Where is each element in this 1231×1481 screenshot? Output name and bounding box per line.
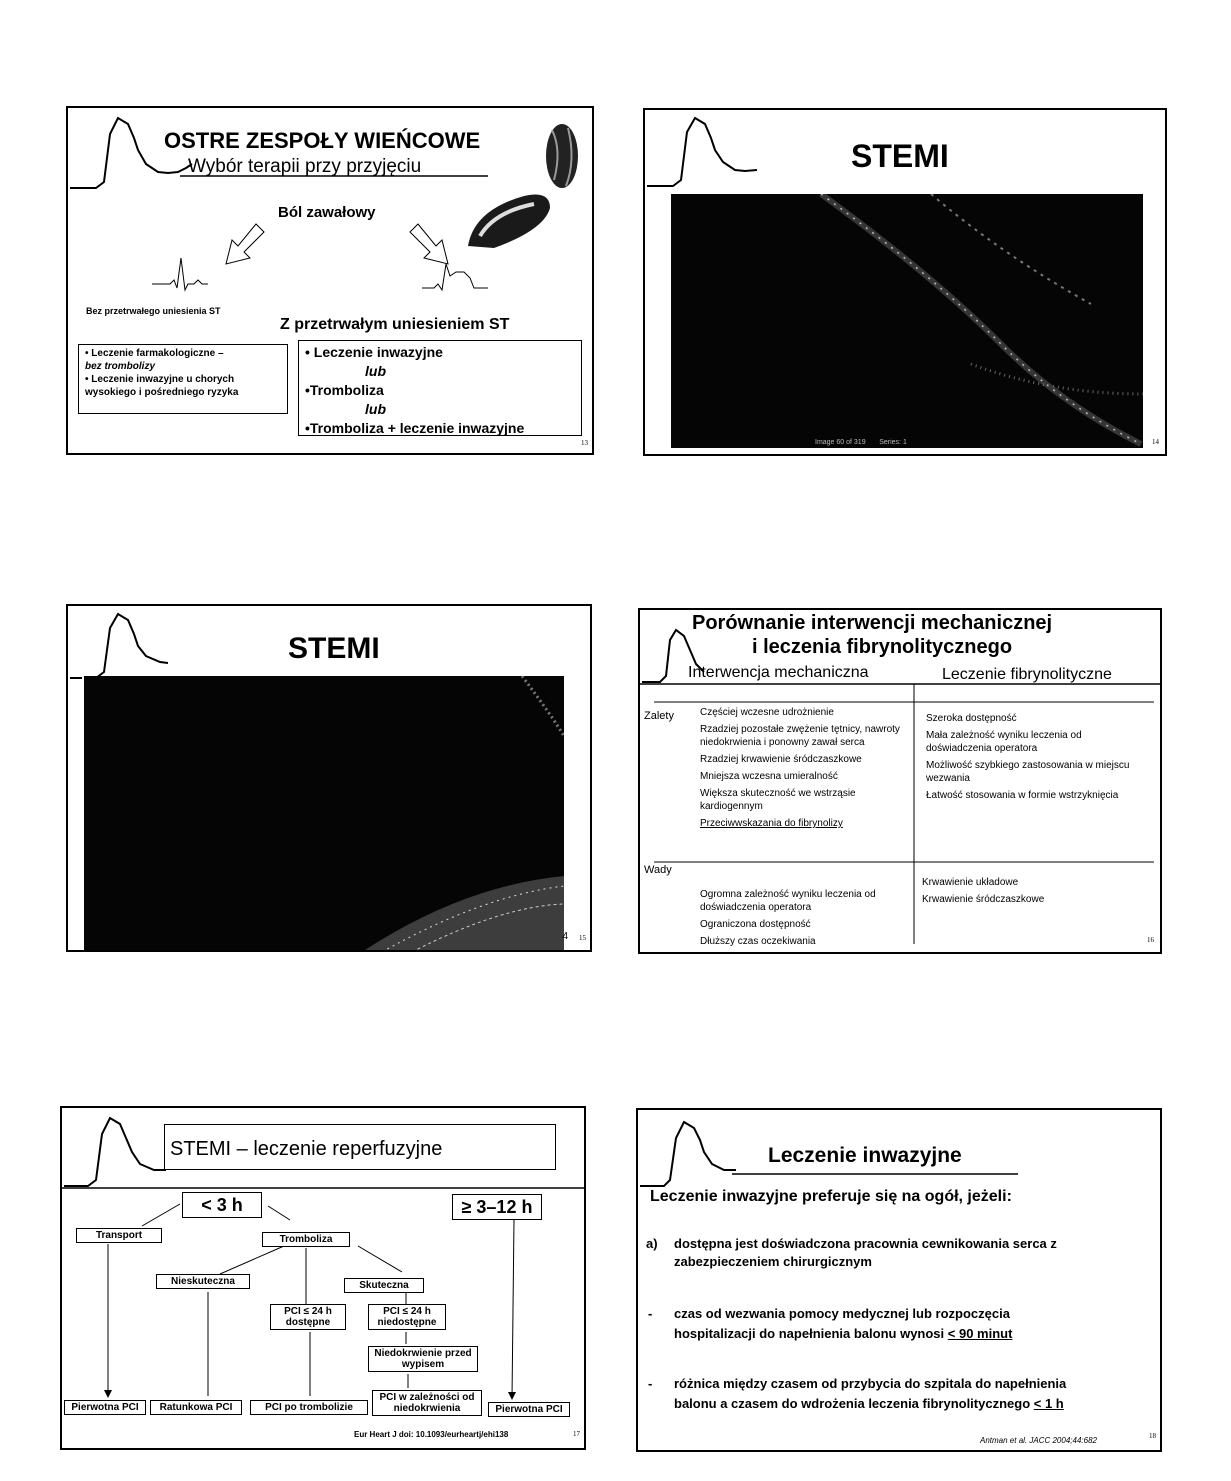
list-item: Możliwość szybkiego zastosowania w miejscu wezwania — [926, 760, 1130, 784]
list-item: Dłuższy czas oczekiwania — [700, 936, 816, 947]
slide-number: 17 — [573, 1430, 580, 1438]
right-box-line-2: lub — [365, 363, 386, 379]
slide-13 — [66, 106, 594, 455]
list-item: Ograniczona dostępność — [700, 919, 811, 930]
right-box-line-5: •Tromboliza + leczenie inwazyjne — [305, 420, 525, 436]
pain-label: Ból zawałowy — [278, 204, 376, 221]
box-tromboliza: Tromboliza — [262, 1232, 350, 1247]
item-d1-line-2-text: hospitalizacji do napełnienia balonu wynosi — [674, 1326, 948, 1341]
slide-number: 14 — [1152, 438, 1159, 446]
angiography-image — [82, 676, 564, 952]
item-d2-line-2-text: balonu a czasem do wdrożenia leczenia fibrynolitycznego — [674, 1396, 1034, 1411]
list-item: Mała zależność wyniku leczenia od doświadczenia operatora — [926, 730, 1082, 754]
slide-title-line-1: Porównanie interwencji mechanicznej — [692, 612, 1053, 634]
left-box-line-1: • Leczenie farmakologiczne – — [85, 348, 224, 359]
slide-14 — [643, 108, 1167, 456]
left-box-line-3: • Leczenie inwazyjne u chorych — [85, 374, 235, 385]
image-marker: 4 — [562, 931, 568, 942]
slide-number: 18 — [1149, 1432, 1156, 1440]
zalety-fibrinolytic-list — [926, 712, 1142, 806]
ecg-normal-icon — [150, 254, 210, 294]
wady-fibrinolytic-list — [922, 876, 1142, 910]
ecg-st-elevation-icon — [420, 256, 490, 296]
box-pci-zaleznosc: PCI w zależności od niedokrwienia — [372, 1390, 482, 1416]
right-box — [298, 340, 582, 436]
list-item: Mniejsza wczesna umieralność — [700, 771, 838, 782]
list-item: Częściej wczesne udrożnienie — [700, 707, 834, 718]
list-item: Rzadziej pozostałe zwężenie tętnicy, nawroty niedokrwienia i ponowny zawał serca — [700, 724, 900, 748]
right-box-line-3: •Tromboliza — [305, 382, 384, 398]
right-box-line-4: lub — [365, 401, 386, 417]
item-d1-line-1: czas od wezwania pomocy medycznej lub rozpoczęcia — [674, 1306, 1010, 1321]
ecg-trace-icon — [645, 110, 845, 200]
angiography-image — [671, 194, 1143, 448]
slide-15 — [66, 604, 592, 952]
item-d1-line-2 — [674, 1326, 1012, 1341]
right-box-line-1: • Leczenie inwazyjne — [305, 344, 443, 360]
list-item: Rzadziej krwawienie śródczaszkowe — [700, 754, 862, 765]
slide-18 — [636, 1108, 1162, 1452]
item-d1-marker: - — [648, 1306, 653, 1321]
item-a-marker: a) — [646, 1236, 658, 1251]
left-box-line-2: bez trombolizy — [85, 361, 156, 372]
left-box — [78, 344, 288, 414]
column-header-mechanical: Interwencja mechaniczna — [688, 664, 869, 681]
item-d2-line-2 — [674, 1396, 1064, 1411]
left-heading: Bez przetrwałego uniesienia ST — [86, 306, 221, 316]
time-under-3h: < 3 h — [182, 1192, 262, 1218]
zalety-mechanical-list — [700, 706, 912, 834]
item-a-line-1: dostępna jest doświadczona pracownia cewnikowania serca z — [674, 1236, 1057, 1251]
box-pci-po-trombolizie: PCI po trombolizie — [250, 1400, 368, 1415]
slide-title-line-2: i leczenia fibrynolitycznego — [752, 636, 1013, 658]
slide-title: OSTRE ZESPOŁY WIEŃCOWE — [164, 128, 481, 153]
item-d1-emphasis: < 90 minut — [947, 1326, 1013, 1341]
item-d2-line-1: różnica między czasem od przybycia do szpitala do napełnienia — [674, 1376, 1067, 1391]
slide-title: Leczenie inwazyjne — [768, 1144, 962, 1167]
row-label-wady: Wady — [644, 864, 672, 876]
vessel-crosssection-image — [464, 190, 554, 250]
list-item: Szeroka dostępność — [926, 713, 1017, 724]
item-d2-marker: - — [648, 1376, 653, 1391]
left-box-line-4: wysokiego i pośredniego ryzyka — [85, 387, 239, 398]
slide-title: STEMI – leczenie reperfuzyjne — [170, 1138, 443, 1160]
right-heading: Z przetrwałym uniesieniem ST — [280, 316, 510, 333]
box-pci-dostepne: PCI ≤ 24 h dostępne — [270, 1304, 346, 1330]
box-ratunkowa-pci: Ratunkowa PCI — [150, 1400, 242, 1415]
box-transport: Transport — [76, 1228, 162, 1243]
image-caption: Image 60 of 319 Series: 1 — [815, 439, 907, 446]
arrow-down-left-icon — [220, 220, 270, 270]
box-niedokrwienie: Niedokrwienie przed wypisem — [368, 1346, 478, 1372]
wady-mechanical-list — [700, 888, 912, 952]
slide-number: 16 — [1147, 936, 1154, 944]
box-nieskuteczna: Nieskuteczna — [156, 1274, 250, 1289]
row-label-zalety: Zalety — [644, 710, 674, 722]
lead-text: Leczenie inwazyjne preferuje się na ogół, jeżeli: — [650, 1188, 1012, 1205]
slide-title: STEMI — [288, 632, 380, 665]
column-header-fibrinolytic: Leczenie fibrynolityczne — [942, 666, 1112, 683]
slide-16 — [638, 608, 1162, 954]
list-item: Przeciwwskazania do fibrynolizy — [700, 818, 843, 829]
box-pci-niedostepne: PCI ≤ 24 h niedostępne — [368, 1304, 446, 1330]
slide-number: 15 — [579, 934, 586, 942]
artery-image — [532, 120, 592, 190]
item-a-line-2: zabezpieczeniem chirurgicznym — [674, 1254, 872, 1269]
slide-number: 13 — [581, 439, 588, 447]
slide-17 — [60, 1106, 586, 1450]
reference: Eur Heart J doi: 10.1093/eurheartj/ehi138 — [354, 1430, 509, 1439]
item-d2-emphasis: < 1 h — [1033, 1396, 1064, 1411]
slide-title: STEMI — [851, 138, 949, 174]
reference: Antman et al. JACC 2004;44:682 — [980, 1436, 1097, 1445]
box-pierwotna-pci: Pierwotna PCI — [64, 1400, 146, 1415]
list-item: Krwawienie śródczaszkowe — [922, 894, 1045, 905]
list-item: Krwawienie układowe — [922, 877, 1019, 888]
list-item: Ogromna zależność wyniku leczenia od doświadczenia operatora — [700, 889, 876, 913]
time-3-12h: ≥ 3–12 h — [452, 1194, 542, 1220]
list-item: Łatwość stosowania w formie wstrzyknięcia — [926, 790, 1119, 801]
slide-subtitle: Wybór terapii przy przyjęciu — [188, 156, 422, 177]
box-pierwotna-pci-2: Pierwotna PCI — [488, 1402, 570, 1417]
box-skuteczna: Skuteczna — [344, 1278, 424, 1293]
list-item: Większa skuteczność we wstrząsie kardiogennym — [700, 788, 856, 812]
